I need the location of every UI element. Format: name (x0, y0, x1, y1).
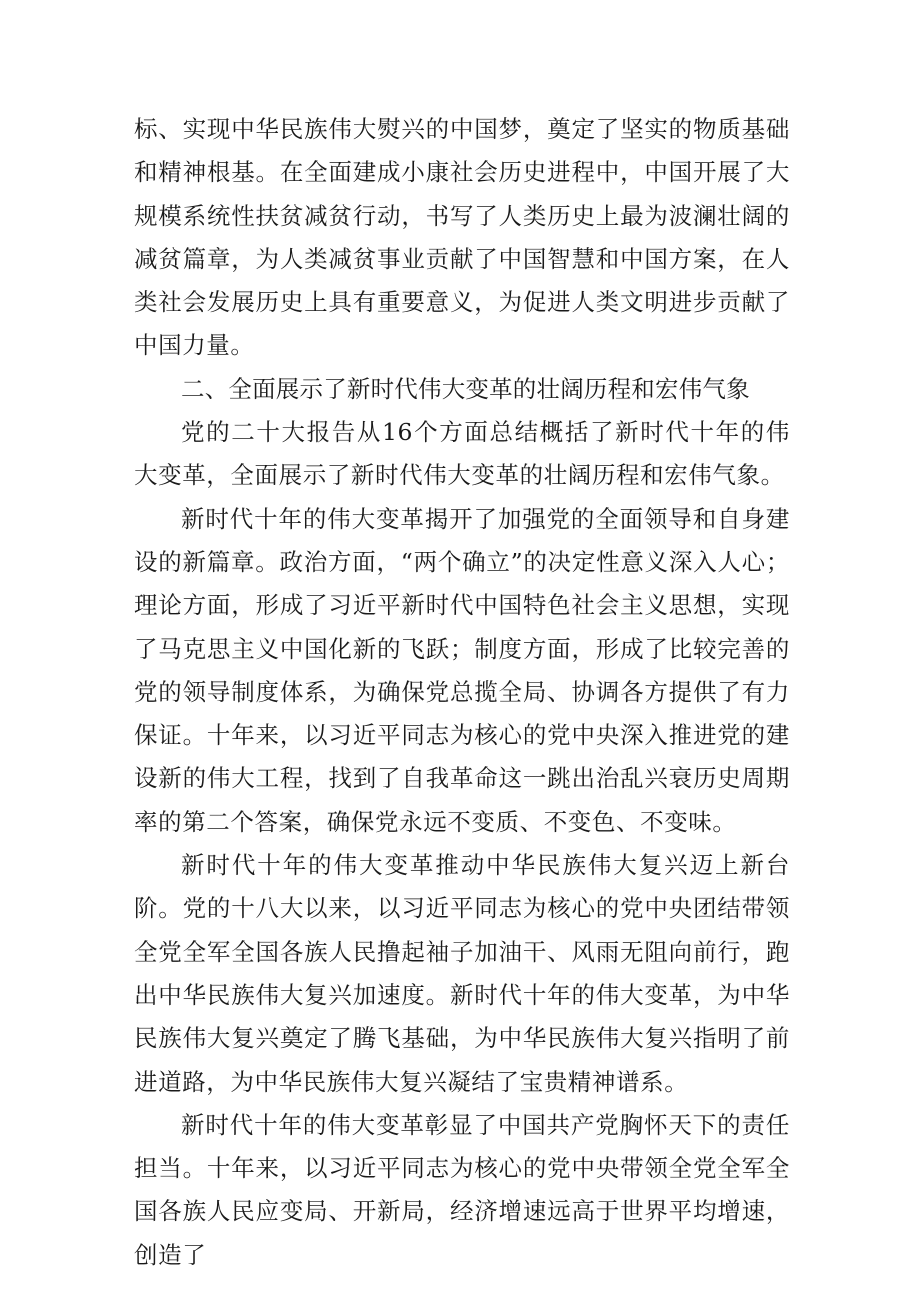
paragraph: 新时代十年的伟大变革推动中华民族伟大复兴迈上新台阶。党的十八大以来，以习近平同志为核心的党中央团结带领全党全军全国各族人民撸起袖子加油干、风雨无阻向前行，跑出中华民族伟大复兴加速度。新时代十年的伟大变革，为中华民族伟大复兴奠定了腾飞基础，为中华民族伟大复兴指明了前进道路，为中华民族伟大复兴凝结了宝贵精神谱系。 (134, 851, 790, 1096)
paragraph-continued: 标、实现中华民族伟大熨兴的中国梦，奠定了坚实的物质基础和精神根基。在全面建成小康社会历史进程中，中国开展了大规模系统性扶贫减贫行动，书写了人类历史上最为波澜壮阔的减贫篇章，为人类减贫事业贡献了中国智慧和中国方案，在人类社会发展历史上具有重要意义，为促进人类文明进步贡献了中国力量。 (134, 115, 790, 360)
document-body (134, 108, 790, 1277)
paragraph: 新时代十年的伟大变革彰显了中国共产党胸怀天下的责任担当。十年来，以习近平同志为核心的党中央带领全党全军全国各族人民应变局、开新局，经济增速远高于世界平均增速，创造了 (134, 1110, 790, 1269)
paragraph: 党的二十大报告从16个方面总结概括了新时代十年的伟大变革，全面展示了新时代伟大变革的壮阔历程和宏伟气象。 (134, 418, 790, 490)
paragraph: 新时代十年的伟大变革揭开了加强党的全面领导和自身建设的新篇章。政治方面，“两个确立”的决定性意义深入人心；理论方面，形成了习近平新时代中国特色社会主义思想，实现了马克思主义中国化新的飞跃；制度方面，形成了比较完善的党的领导制度体系，为确保党总揽全局、协调各方提供了有力保证。十年来，以习近平同志为核心的党中央深入推进党的建设新的伟大工程，找到了自我革命这一跳出治乱兴衰历史周期率的第二个答案，确保党永远不变质、不变色、不变味。 (134, 504, 790, 836)
section-heading: 二、全面展示了新时代伟大变革的壮阔历程和宏伟气象 (181, 374, 750, 403)
